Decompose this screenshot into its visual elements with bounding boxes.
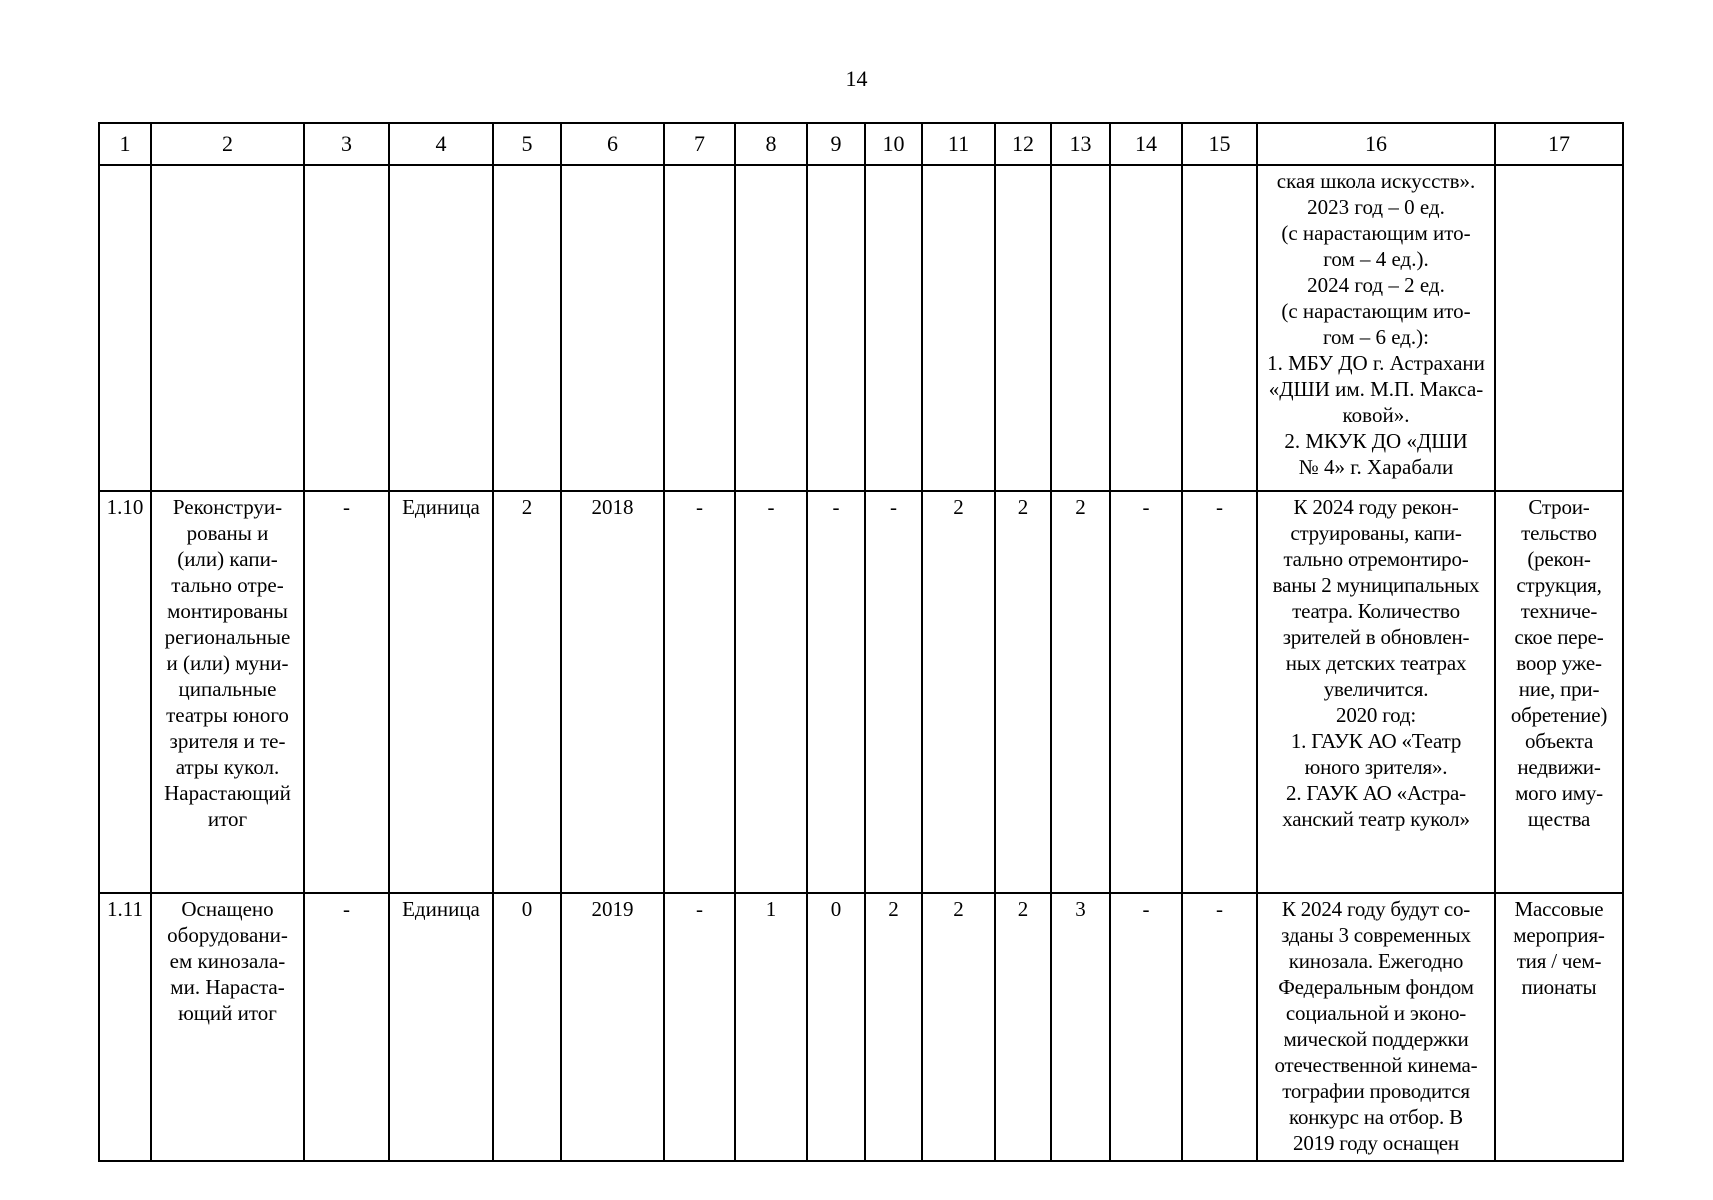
cell-base-year: 2019 xyxy=(561,893,664,1161)
cell-number xyxy=(99,165,151,491)
cell-col8 xyxy=(735,165,807,491)
cell-description: ская школа искусств». 2023 год – 0 ед. (с нарастающим ито- гом – 4 ед.). 2024 год – 2 ед. (с нарастающим ито- гом – 6 ед.): 1. МБУ ДО г. Астрахани «ДШИ им. М.П. Макса- ковой». 2. МКУК ДО «ДШИ № 4» г. Харабали xyxy=(1257,165,1495,491)
cell-unit: Единица xyxy=(389,491,493,893)
header-cell: 9 xyxy=(807,123,865,165)
cell-col14 xyxy=(1110,165,1182,491)
cell-unit: Единица xyxy=(389,893,493,1161)
cell-col3 xyxy=(304,165,389,491)
page-number: 14 xyxy=(845,66,868,91)
cell-col11: 2 xyxy=(922,893,995,1161)
header-cell: 11 xyxy=(922,123,995,165)
cell-col14: - xyxy=(1110,893,1182,1161)
header-cell: 15 xyxy=(1182,123,1257,165)
cell-description: К 2024 году будут со- зданы 3 современных кинозала. Ежегодно Федеральным фондом социальной и эконо- мической поддержки отечественной кинема- тографии проводится конкурс на отбор. В 2019 году оснащен xyxy=(1257,893,1495,1161)
header-cell: 14 xyxy=(1110,123,1182,165)
cell-col7: - xyxy=(664,491,735,893)
cell-base-year: 2018 xyxy=(561,491,664,893)
header-row xyxy=(99,123,1623,165)
cell-col11: 2 xyxy=(922,491,995,893)
cell-col12: 2 xyxy=(995,893,1051,1161)
cell-col10 xyxy=(865,165,922,491)
header-cell: 4 xyxy=(389,123,493,165)
table-row xyxy=(99,165,1623,491)
cell-col12: 2 xyxy=(995,491,1051,893)
cell-col13 xyxy=(1051,165,1110,491)
cell-col12 xyxy=(995,165,1051,491)
cell-base-year xyxy=(561,165,664,491)
cell-col7: - xyxy=(664,893,735,1161)
table-row xyxy=(99,893,1623,1161)
cell-base-value xyxy=(493,165,561,491)
cell-unit xyxy=(389,165,493,491)
cell-col14: - xyxy=(1110,491,1182,893)
header-cell: 5 xyxy=(493,123,561,165)
cell-type: Строи- тельство (рекон- струкция, техниче- ское пере- воор уже- ние, при- обретение) объекта недвижи- мого иму- щества xyxy=(1495,491,1623,893)
cell-col15: - xyxy=(1182,491,1257,893)
cell-description: К 2024 году рекон- струированы, капи- тально отремонтиро- ваны 2 муниципальных театра. Количество зрителей в обновлен- ных детских театрах увеличится. 2020 год: 1. ГАУК АО «Театр юного зрителя». 2. ГАУК АО «Астра- ханский театр кукол» xyxy=(1257,491,1495,893)
cell-col3: - xyxy=(304,491,389,893)
cell-col8: 1 xyxy=(735,893,807,1161)
cell-base-value: 0 xyxy=(493,893,561,1161)
cell-col7 xyxy=(664,165,735,491)
table-row xyxy=(99,491,1623,893)
cell-type xyxy=(1495,165,1623,491)
cell-col8: - xyxy=(735,491,807,893)
cell-base-value: 2 xyxy=(493,491,561,893)
cell-col11 xyxy=(922,165,995,491)
cell-col10: - xyxy=(865,491,922,893)
cell-col13: 3 xyxy=(1051,893,1110,1161)
header-cell: 16 xyxy=(1257,123,1495,165)
header-cell: 12 xyxy=(995,123,1051,165)
header-cell: 3 xyxy=(304,123,389,165)
header-cell: 13 xyxy=(1051,123,1110,165)
header-cell: 8 xyxy=(735,123,807,165)
cell-col9 xyxy=(807,165,865,491)
header-cell: 17 xyxy=(1495,123,1623,165)
cell-indicator xyxy=(151,165,304,491)
header-cell: 7 xyxy=(664,123,735,165)
indicators-table xyxy=(98,122,1624,1162)
header-cell: 6 xyxy=(561,123,664,165)
cell-col13: 2 xyxy=(1051,491,1110,893)
header-cell: 2 xyxy=(151,123,304,165)
cell-indicator: Реконструи- рованы и (или) капи- тально отре- монтированы региональные и (или) муни- ципальные театры юного зрителя и те- атры кукол. Нарастающий итог xyxy=(151,491,304,893)
cell-number: 1.11 xyxy=(99,893,151,1161)
cell-col3: - xyxy=(304,893,389,1161)
cell-indicator: Оснащено оборудовани- ем кинозала- ми. Нараста- ющий итог xyxy=(151,893,304,1161)
cell-col9: - xyxy=(807,491,865,893)
cell-col15 xyxy=(1182,165,1257,491)
cell-type: Массовые мероприя- тия / чем- пионаты xyxy=(1495,893,1623,1161)
cell-col9: 0 xyxy=(807,893,865,1161)
cell-col15: - xyxy=(1182,893,1257,1161)
header-cell: 1 xyxy=(99,123,151,165)
cell-col10: 2 xyxy=(865,893,922,1161)
header-cell: 10 xyxy=(865,123,922,165)
cell-number: 1.10 xyxy=(99,491,151,893)
